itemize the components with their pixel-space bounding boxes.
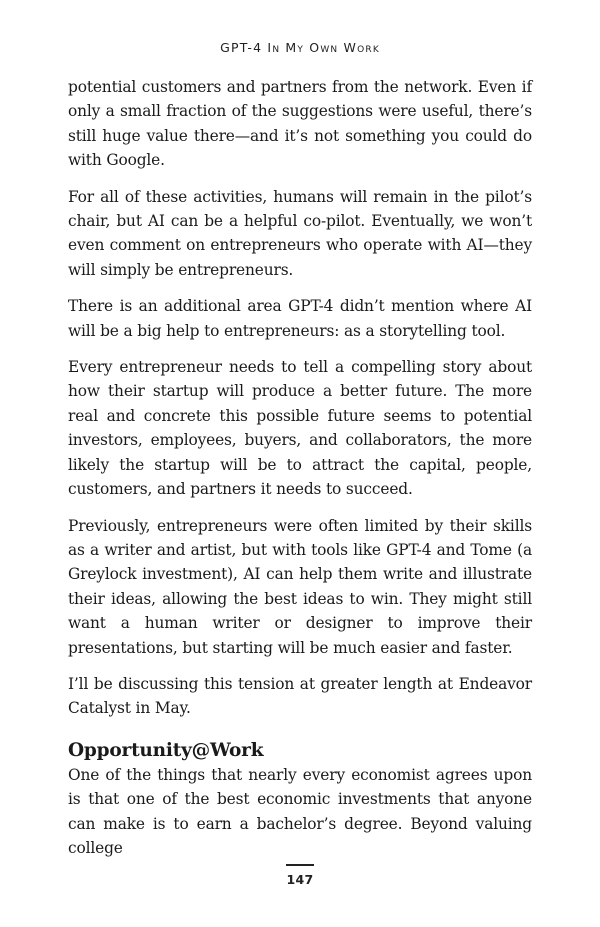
paragraph: One of the things that nearly every economist agrees upon is that one of the best economic investments that anyone can make is to earn a bachelor’s degree. Beyond valuing college	[68, 765, 532, 857]
paragraph: potential customers and partners from the network. Even if only a small fraction of the suggestions were useful, there’s still huge value there—and it’s not something you could do with Google.	[68, 78, 532, 170]
paragraph: I’ll be discussing this tension at greater length at Endeavor Catalyst in May.	[68, 674, 532, 718]
paragraph: Previously, entrepreneurs were often limited by their skills as a writer and artist, but with tools like GPT-4 and Tome (a Greylock investment), AI can help them write and illustrate their ideas, allowing the best ideas to win. They might still want a human writer or designer to improve their presentations, but starting will be much easier and faster.	[68, 516, 532, 657]
page-footer	[0, 864, 600, 887]
page-body	[68, 75, 532, 872]
running-header-title: GPT-4 In My Own Work	[220, 40, 380, 55]
paragraph: For all of these activities, humans will remain in the pilot’s chair, but AI can be a helpful co-pilot. Eventually, we won’t even comment on entrepreneurs who operate with AI—they will simply be entrepreneurs.	[68, 187, 532, 279]
page-number: 147	[286, 871, 314, 887]
section-heading: Opportunity@Work	[68, 739, 264, 761]
paragraph: Every entrepreneur needs to tell a compelling story about how their startup will produce a better future. The more real and concrete this possible future seems to potential investors, employees, buyers, and collaborators, the more likely the startup will be to attract the capital, people, customers, and partners it needs to succeed.	[68, 358, 532, 499]
running-header	[0, 40, 600, 55]
paragraph: There is an additional area GPT-4 didn’t mention where AI will be a big help to entrepreneurs: as a storytelling tool.	[68, 297, 532, 340]
folio-rule	[286, 864, 314, 866]
